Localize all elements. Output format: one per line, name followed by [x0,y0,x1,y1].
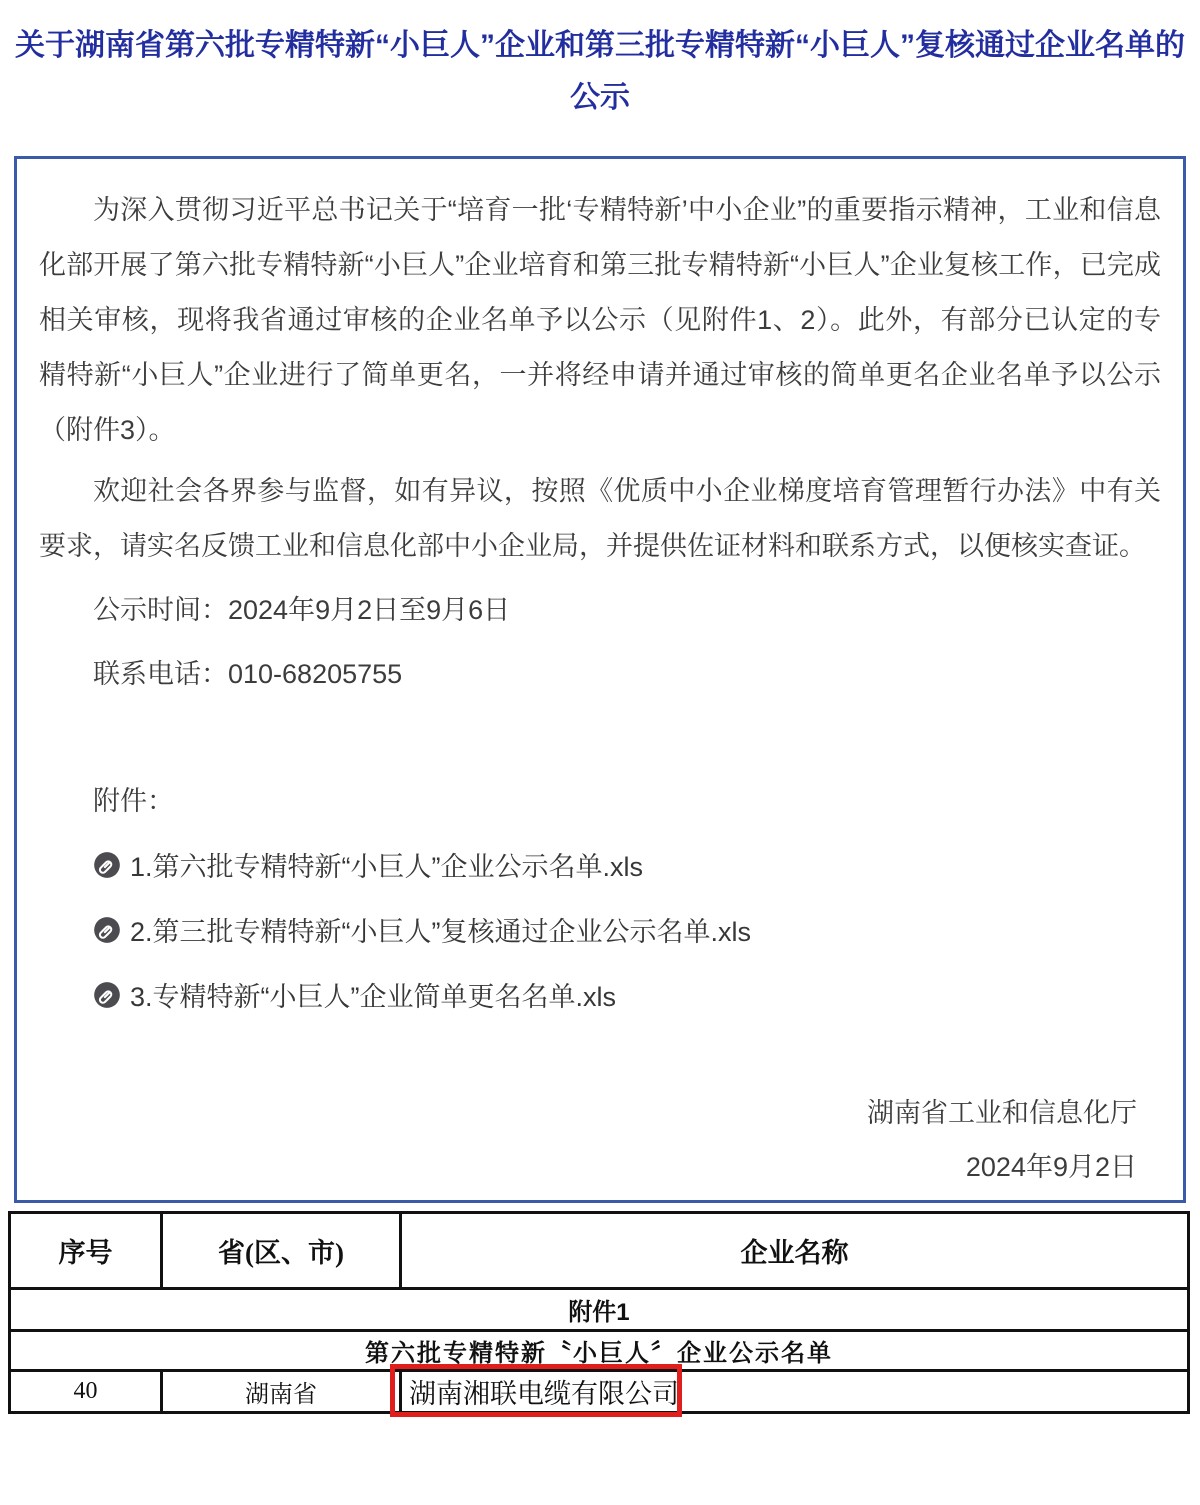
table-header-row [10,1213,1189,1289]
issue-date: 2024年9月2日 [965,1152,1137,1182]
cell-seq: 40 [10,1371,162,1413]
attachment-name: 2.第三批专精特新“小巨人”复核通过企业公示名单.xls [130,917,751,947]
table-row [10,1371,1189,1413]
attachment-name: 3.专精特新“小巨人”企业简单更名名单.xls [130,982,616,1012]
cell-province: 湖南省 [162,1371,401,1413]
link-icon [93,851,121,879]
publicity-period: 公示时间：2024年9月2日至9月6日 [93,595,511,625]
attachments-label: 附件： [93,786,174,816]
company-name: 湖南湘联电缆有限公司 [409,1379,679,1409]
annex1-table [8,1211,1190,1414]
attachment-name: 1.第六批专精特新“小巨人”企业公示名单.xls [130,852,643,882]
link-icon [93,916,121,944]
attachment-link-3[interactable] [93,967,1161,1022]
annex-label: 附件1 [10,1289,1189,1331]
notice-box [14,156,1186,1203]
link-icon [93,981,121,1009]
issuer-name: 湖南省工业和信息化厅 [867,1098,1137,1128]
column-header-company: 企业名称 [401,1213,1189,1289]
cell-company [401,1371,1189,1413]
signature-block [39,1086,1161,1194]
column-header-province: 省(区、市) [162,1213,401,1289]
contact-phone: 联系电话：010-68205755 [93,659,403,689]
body-paragraph-1: 为深入贯彻习近平总书记关于“培育一批‘专精特新’中小企业”的重要指示精神，工业和信息化部开展了第六批专精特新“小巨人”企业培育和第三批专精特新“小巨人”企业复核工作，已完成相关审核，现将我省通过审核的企业名单予以公示（见附件1、2）。此外，有部分已认定的专精特新“小巨人”企业进行了简单更名，一并将经申请并通过审核的简单更名企业名单予以公示（附件3）。 [39,195,1161,445]
page-title: 关于湖南省第六批专精特新“小巨人”企业和第三批专精特新“小巨人”复核通过企业名单的公示 [15,29,1185,114]
attachment-link-1[interactable] [93,837,1161,892]
column-header-seq: 序号 [10,1213,162,1289]
body-paragraph-2: 欢迎社会各界参与监督，如有异议，按照《优质中小企业梯度培育管理暂行办法》中有关要求，请实名反馈工业和信息化部中小企业局，并提供佐证材料和联系方式，以便核实查证。 [39,476,1161,561]
table-title: 第六批专精特新〝小巨人〞企业公示名单 [10,1331,1189,1371]
attachment-link-2[interactable] [93,902,1161,957]
attachments-list [39,837,1161,1022]
